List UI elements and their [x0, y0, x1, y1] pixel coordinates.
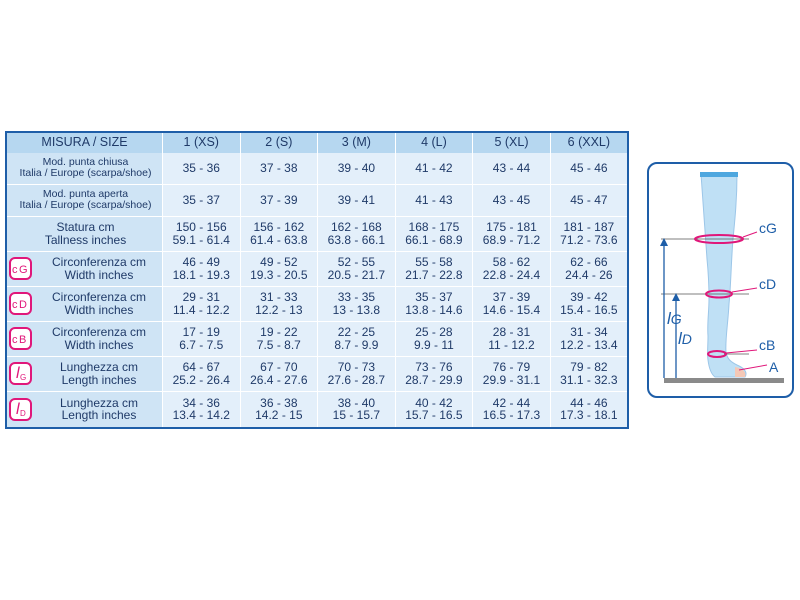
table-cell-s — [241, 357, 319, 392]
cell-value: 20.5 - 21.7 — [327, 267, 386, 282]
cell-value: 39 - 42 — [570, 290, 608, 305]
table-cell-xl — [473, 287, 551, 322]
measurement-lg-icon — [9, 362, 32, 385]
size-header-xs: 1 (XS) — [163, 133, 241, 153]
size-chart-table — [5, 131, 629, 429]
cell-value: 37 - 38 — [260, 161, 298, 176]
svg-text:c: c — [12, 299, 18, 312]
row-label-line: Circonferenza cm — [51, 255, 147, 270]
cell-value: 59.1 - 61.4 — [172, 232, 230, 247]
svg-text:G: G — [19, 264, 28, 277]
table-cell-xs — [163, 217, 241, 252]
table-row — [7, 357, 627, 392]
row-label-line: Italia / Europe (scarpa/shoe) — [19, 199, 152, 212]
table-cell-m — [318, 287, 396, 322]
size-header-xl: 5 (XL) — [473, 133, 551, 153]
cell-value: 162 - 168 — [331, 220, 382, 235]
cell-value: 79 - 82 — [570, 360, 608, 375]
table-cell-xl — [473, 322, 551, 357]
cell-value: 168 - 175 — [408, 220, 460, 235]
measurement-ld-icon — [9, 398, 32, 421]
row-label — [7, 392, 163, 427]
table-cell-xxl — [551, 153, 627, 185]
figure-label-a: A — [769, 359, 779, 375]
header-row — [7, 133, 627, 153]
table-cell-m — [318, 153, 396, 185]
table-cell-m — [318, 322, 396, 357]
row-label — [7, 322, 163, 357]
cell-value: 44 - 46 — [570, 395, 608, 410]
table-cell-xxl — [551, 217, 627, 252]
table-cell-m — [318, 392, 396, 427]
cell-value: 58 - 62 — [492, 255, 531, 270]
cell-value: 39 - 41 — [337, 193, 376, 208]
svg-text:c: c — [12, 334, 18, 347]
cell-value: 67 - 70 — [260, 360, 298, 375]
cell-value: 37 - 39 — [492, 290, 531, 305]
row-label-line: Lunghezza cm — [59, 395, 139, 410]
table-cell-xs — [163, 322, 241, 357]
cell-value: 41 - 42 — [415, 161, 453, 176]
table-cell-l — [396, 287, 474, 322]
size-header-l: 4 (L) — [396, 133, 474, 153]
row-label — [7, 217, 163, 252]
cell-value: 49 - 52 — [260, 255, 298, 270]
cell-value: 34 - 36 — [182, 395, 220, 410]
cell-value: 41 - 43 — [415, 193, 453, 208]
table-cell-xs — [163, 357, 241, 392]
cell-value: 27.6 - 28.7 — [327, 372, 386, 387]
svg-text:l: l — [16, 400, 20, 418]
row-label-line: Italia / Europe (scarpa/shoe) — [19, 167, 152, 180]
cell-value: 70 - 73 — [337, 360, 376, 375]
svg-text:B: B — [19, 334, 27, 347]
cell-value: 33 - 35 — [337, 290, 376, 305]
cell-value: 37 - 39 — [260, 193, 298, 208]
cell-value: 175 - 181 — [486, 220, 537, 235]
measurement-cg-icon — [9, 257, 32, 280]
table-cell-l — [396, 392, 474, 427]
table-cell-s — [241, 287, 319, 322]
leg-measurement-diagram — [647, 162, 794, 398]
cell-value: 42 - 44 — [492, 395, 531, 410]
figure-label-cb: cB — [759, 337, 776, 353]
cell-value: 22 - 25 — [337, 325, 376, 340]
cell-value: 61.4 - 63.8 — [250, 232, 308, 247]
measurement-cb-icon — [9, 327, 32, 350]
cell-value: 24.4 - 26 — [565, 267, 613, 282]
open-toe — [735, 367, 745, 377]
cell-value: 25.2 - 26.4 — [172, 372, 230, 387]
cell-value: 8.7 - 9.9 — [334, 337, 379, 352]
cell-value: 28.7 - 29.9 — [405, 372, 463, 387]
cell-value: 40 - 42 — [415, 395, 453, 410]
cell-value: 76 - 79 — [492, 360, 531, 375]
cell-value: 13.4 - 14.2 — [172, 408, 230, 423]
table-cell-xl — [473, 252, 551, 287]
cell-value: 45 - 46 — [570, 161, 608, 176]
cell-value: 39 - 40 — [337, 161, 376, 176]
cell-value: 13 - 13.8 — [332, 302, 381, 317]
table-cell-xs — [163, 392, 241, 427]
size-header-m: 3 (M) — [318, 133, 396, 153]
cell-value: 17.3 - 18.1 — [560, 408, 618, 423]
cell-value: 15.4 - 16.5 — [560, 302, 618, 317]
row-label-line: Width inches — [64, 337, 134, 352]
row-label-line: Circonferenza cm — [51, 325, 147, 340]
table-cell-l — [396, 217, 474, 252]
cell-value: 43 - 45 — [492, 193, 531, 208]
row-label-line: Width inches — [64, 302, 134, 317]
cell-value: 64 - 67 — [182, 360, 220, 375]
cell-value: 21.7 - 22.8 — [405, 267, 463, 282]
cell-value: 14.6 - 15.4 — [482, 302, 541, 317]
cell-value: 31 - 34 — [570, 325, 608, 340]
figure-label-cg: cG — [759, 220, 777, 236]
size-header-s: 2 (S) — [241, 133, 319, 153]
table-cell-xs — [163, 252, 241, 287]
cell-value: 13.8 - 14.6 — [405, 302, 463, 317]
table-row — [7, 252, 627, 287]
table-cell-xs — [163, 185, 241, 217]
table-cell-l — [396, 153, 474, 185]
cell-value: 38 - 40 — [337, 395, 376, 410]
row-label-line: Tallness inches — [44, 232, 127, 247]
svg-text:D: D — [19, 299, 27, 312]
cell-value: 150 - 156 — [175, 220, 227, 235]
table-cell-xl — [473, 185, 551, 217]
cell-value: 15.7 - 16.5 — [405, 408, 463, 423]
table-cell-xl — [473, 217, 551, 252]
cell-value: 7.5 - 8.7 — [256, 337, 301, 352]
table-row — [7, 287, 627, 322]
row-label — [7, 357, 163, 392]
row-label-line: Lunghezza cm — [59, 360, 139, 375]
cell-value: 31 - 33 — [260, 290, 298, 305]
cell-value: 43 - 44 — [492, 161, 531, 176]
table-cell-xxl — [551, 357, 627, 392]
row-label-line: Length inches — [61, 372, 137, 387]
row-label — [7, 153, 163, 185]
cell-value: 71.2 - 73.6 — [560, 232, 618, 247]
cell-value: 19.3 - 20.5 — [250, 267, 308, 282]
cell-value: 11 - 12.2 — [488, 337, 535, 352]
row-label-line: Mod. punta chiusa — [42, 156, 129, 169]
cell-value: 36 - 38 — [260, 395, 298, 410]
table-cell-s — [241, 217, 319, 252]
cell-value: 35 - 37 — [182, 193, 220, 208]
cell-value: 29.9 - 31.1 — [482, 372, 541, 387]
table-cell-s — [241, 322, 319, 357]
svg-text:D: D — [20, 408, 26, 418]
table-cell-m — [318, 185, 396, 217]
figure-label-cd: cD — [759, 276, 777, 292]
table-cell-xl — [473, 153, 551, 185]
table-cell-l — [396, 252, 474, 287]
table-cell-xl — [473, 357, 551, 392]
row-label — [7, 287, 163, 322]
cell-value: 29 - 31 — [182, 290, 220, 305]
cell-value: 31.1 - 32.3 — [560, 372, 618, 387]
cell-value: 14.2 - 15 — [255, 408, 303, 423]
cell-value: 11.4 - 12.2 — [173, 302, 230, 317]
table-cell-s — [241, 185, 319, 217]
row-label — [7, 185, 163, 217]
cell-value: 25 - 28 — [415, 325, 453, 340]
cell-value: 55 - 58 — [415, 255, 453, 270]
table-cell-xxl — [551, 322, 627, 357]
row-label-line: Circonferenza cm — [51, 290, 147, 305]
cell-value: 9.9 - 11 — [414, 337, 454, 352]
cell-value: 181 - 187 — [563, 220, 615, 235]
table-cell-xs — [163, 287, 241, 322]
cell-value: 12.2 - 13.4 — [560, 337, 618, 352]
table-cell-l — [396, 185, 474, 217]
svg-text:G: G — [20, 373, 27, 383]
table-cell-xxl — [551, 185, 627, 217]
cell-value: 15 - 15.7 — [332, 408, 381, 423]
table-cell-l — [396, 357, 474, 392]
cell-value: 17 - 19 — [182, 325, 220, 340]
cell-value: 16.5 - 17.3 — [482, 408, 541, 423]
row-label-line: Width inches — [64, 267, 134, 282]
row-label — [7, 252, 163, 287]
cell-value: 156 - 162 — [253, 220, 305, 235]
cell-value: 12.2 - 13 — [255, 302, 303, 317]
cell-value: 22.8 - 24.4 — [482, 267, 541, 282]
table-row — [7, 217, 627, 252]
row-label-line: Statura cm — [56, 220, 115, 235]
table-cell-xxl — [551, 392, 627, 427]
stocking-top-band — [700, 172, 738, 177]
table-row — [7, 322, 627, 357]
row-label-line: Length inches — [61, 408, 137, 423]
table-cell-s — [241, 392, 319, 427]
cell-value: 45 - 47 — [570, 193, 608, 208]
table-row — [7, 185, 627, 217]
svg-text:c: c — [12, 264, 18, 277]
table-cell-m — [318, 217, 396, 252]
cell-value: 28 - 31 — [492, 325, 531, 340]
table-cell-xl — [473, 392, 551, 427]
table-row — [7, 153, 627, 185]
table-cell-xxl — [551, 252, 627, 287]
figure-label-lg: lG — [667, 309, 682, 328]
size-header-xxl: 6 (XXL) — [551, 133, 627, 153]
table-cell-s — [241, 252, 319, 287]
cell-value: 46 - 49 — [182, 255, 220, 270]
table-cell-s — [241, 153, 319, 185]
cell-value: 68.9 - 71.2 — [482, 232, 541, 247]
cell-value: 6.7 - 7.5 — [179, 337, 224, 352]
cell-value: 19 - 22 — [260, 325, 298, 340]
table-row — [7, 392, 627, 427]
cell-value: 73 - 76 — [415, 360, 453, 375]
cell-value: 52 - 55 — [337, 255, 376, 270]
table-cell-l — [396, 322, 474, 357]
header-label: MISURA / SIZE — [7, 133, 163, 153]
table-cell-xs — [163, 153, 241, 185]
cell-value: 63.8 - 66.1 — [327, 232, 386, 247]
table-cell-m — [318, 252, 396, 287]
cell-value: 62 - 66 — [570, 255, 608, 270]
cell-value: 26.4 - 27.6 — [250, 372, 308, 387]
cell-value: 35 - 36 — [182, 161, 220, 176]
stocking-leg — [701, 174, 746, 377]
floor-bar — [664, 378, 784, 383]
row-label-line: Mod. punta aperta — [42, 188, 129, 201]
table-cell-m — [318, 357, 396, 392]
cell-value: 35 - 37 — [415, 290, 453, 305]
cell-value: 66.1 - 68.9 — [405, 232, 463, 247]
table-cell-xxl — [551, 287, 627, 322]
cell-value: 18.1 - 19.3 — [172, 267, 230, 282]
measurement-cd-icon — [9, 292, 32, 315]
svg-text:l: l — [16, 365, 20, 383]
figure-label-ld: lD — [678, 329, 692, 348]
